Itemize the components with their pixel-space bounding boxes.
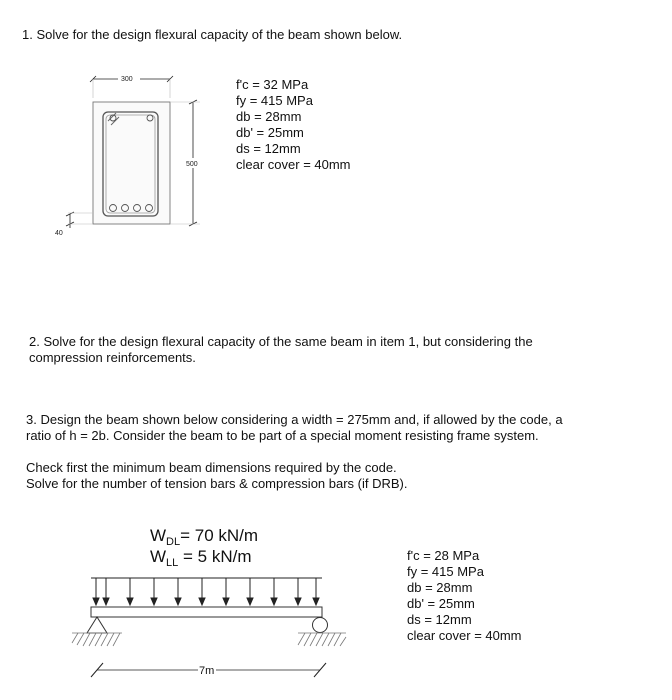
height-dimension-label: 500 — [186, 161, 198, 168]
q1-param-ds: ds = 12mm — [236, 141, 301, 156]
question-3-instructions — [26, 460, 408, 492]
question-2-text — [29, 334, 533, 366]
q3-param-ds: ds = 12mm — [407, 612, 472, 627]
span-label: 7m — [199, 665, 215, 677]
beam-member — [91, 607, 322, 617]
q3-param-db-prime: db' = 25mm — [407, 596, 475, 611]
q1-parameters — [236, 77, 351, 173]
q3-param-fy: fy = 415 MPa — [407, 564, 484, 579]
dead-load-label: $W_{DL}= 70$ kN/m — [150, 526, 259, 548]
q3-param-fc: f'c = 28 MPa — [407, 548, 480, 563]
question-3-text — [26, 412, 563, 444]
cover-dimension-label: 40 — [55, 230, 63, 237]
q3-param-cover: clear cover = 40mm — [407, 628, 522, 643]
question-2-line-2: compression reinforcements. — [29, 350, 196, 365]
question-3-line-2: ratio of h = 2b. Consider the beam to be part of a special moment resisting frame system. — [26, 428, 539, 443]
q1-param-fc: f'c = 32 MPa — [236, 77, 309, 92]
pin-support-hatch — [72, 633, 122, 646]
question-3-line-3: Check first the minimum beam dimensions required by the code. — [26, 460, 397, 475]
q1-param-cover: clear cover = 40mm — [236, 157, 351, 172]
question-2-line-1: 2. Solve for the design flexural capacity of the same beam in item 1, but considering the — [29, 334, 533, 349]
q1-param-db: db = 28mm — [236, 109, 302, 124]
roller-support — [313, 618, 328, 633]
question-1-text: 1. Solve for the design flexural capacity of the beam shown below. — [22, 27, 403, 42]
question-3-line-1: 3. Design the beam shown below considering a width = 275mm and, if allowed by the code, a — [26, 412, 563, 427]
width-dimension-label: 300 — [121, 76, 133, 83]
q3-parameters — [407, 548, 522, 644]
q3-param-db: db = 28mm — [407, 580, 473, 595]
q1-param-db-prime: db' = 25mm — [236, 125, 304, 140]
roller-support-hatch — [298, 633, 346, 646]
pin-support — [87, 617, 107, 633]
udl-arrows — [93, 578, 319, 605]
q1-param-fy: fy = 415 MPa — [236, 93, 313, 108]
live-load-label: $W_{LL} = 5$ kN/m — [150, 547, 252, 569]
question-3-line-4: Solve for the number of tension bars & compression bars (if DRB). — [26, 476, 408, 491]
